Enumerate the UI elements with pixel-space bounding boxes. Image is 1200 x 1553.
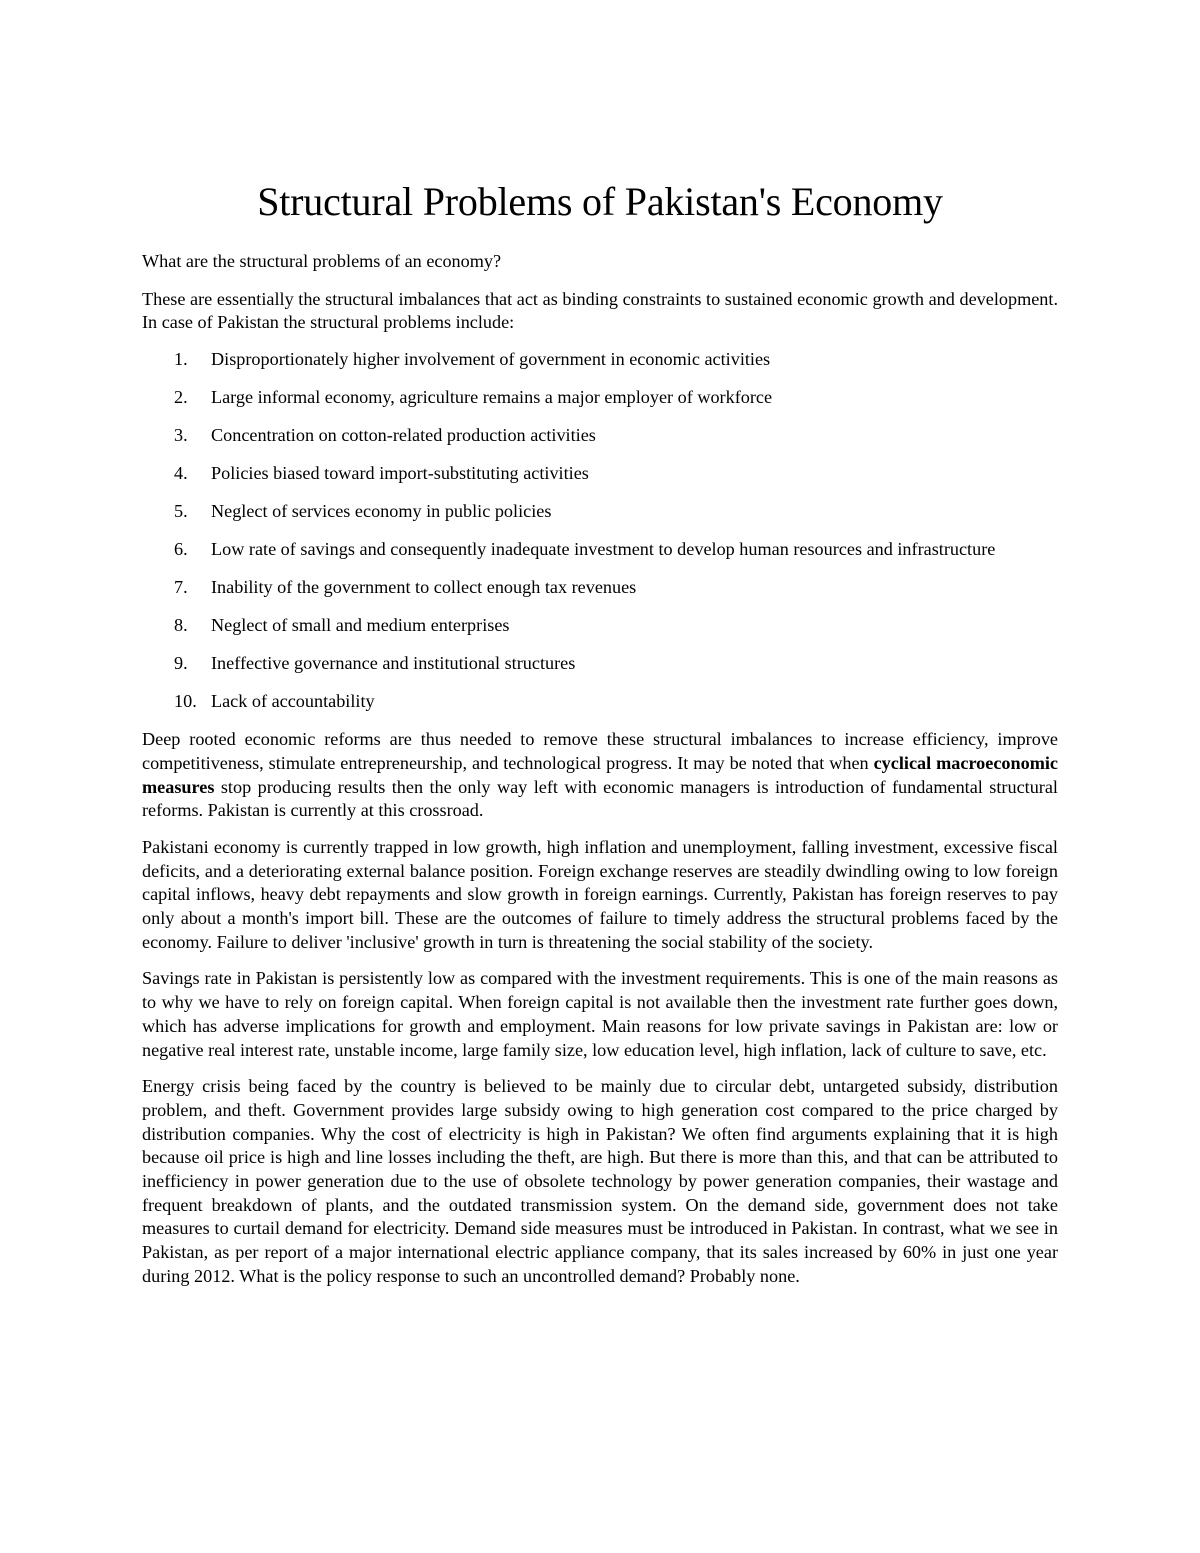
reforms-bold-phrase: cyclical macroeconomic measures (142, 752, 1058, 797)
intro-paragraph: These are essentially the structural imbalances that act as binding constraints to sustained economic growth and development. In case of Pakistan the structural problems include: (142, 288, 1058, 333)
problems-list (142, 348, 1058, 714)
list-item-number: 4. (174, 463, 188, 484)
list-item (174, 424, 1058, 448)
list-item (174, 614, 1058, 638)
list-item-number: 6. (174, 539, 188, 560)
list-item-text: Neglect of small and medium enterprises (211, 615, 510, 636)
reforms-text-before: Deep rooted economic reforms are thus needed to remove these structural imbalances to increase efficiency, improve competitiveness, stimulate entrepreneurship, and technological progress. It may be noted that when (142, 729, 1058, 773)
list-item-number: 7. (174, 577, 188, 598)
list-item-text: Concentration on cotton-related production activities (211, 425, 596, 446)
energy-crisis-paragraph: Energy crisis being faced by the country is believed to be mainly due to circular debt, untargeted subsidy, distribution problem, and theft. Government provides large subsidy owing to high generation cost compared to the price charged by distribution companies. Why the cost of electricity is high in Pakistan? We often find arguments explaining that it is high because oil price is high and line losses including the theft, are high. But there is more than this, and that can be attributed to inefficiency in power generation due to the use of obsolete technology by power generation companies, their wastage and frequent breakdown of plants, and the outdated transmission system. On the demand side, government does not take measures to curtail demand for electricity. Demand side measures must be introduced in Pakistan. In contrast, what we see in Pakistan, as per report of a major international electric appliance company, that its sales increased by 60% in just one year during 2012. What is the policy response to such an uncontrolled demand? Probably none. (142, 1076, 1058, 1286)
economy-trapped-paragraph: Pakistani economy is currently trapped in low growth, high inflation and unemployment, falling investment, excessive fiscal deficits, and a deteriorating external balance position. Foreign exchange reserves are steadily dwindling owing to low foreign capital inflows, heavy debt repayments and slow growth in foreign earnings. Currently, Pakistan has foreign reserves to pay only about a month's import bill. These are the outcomes of failure to timely address the structural problems faced by the economy. Failure to deliver 'inclusive' growth in turn is threatening the social stability of the society. (142, 836, 1058, 952)
reforms-paragraph (142, 728, 1058, 823)
list-item (174, 690, 1058, 714)
list-item-text: Inability of the government to collect enough tax revenues (211, 577, 637, 598)
list-item-text: Disproportionately higher involvement of government in economic activities (211, 349, 771, 370)
list-item-text: Low rate of savings and consequently inadequate investment to develop human resources and infrastructure (211, 539, 996, 560)
document-title: Structural Problems of Pakistan's Economy (257, 179, 943, 224)
list-item (174, 576, 1058, 600)
list-item-number: 1. (174, 349, 188, 370)
list-item (174, 652, 1058, 676)
list-item (174, 538, 1058, 562)
list-item (174, 348, 1058, 372)
list-item-number: 10. (174, 691, 197, 712)
list-item (174, 500, 1058, 524)
list-item-number: 8. (174, 615, 188, 636)
list-item-number: 5. (174, 501, 188, 522)
savings-paragraph: Savings rate in Pakistan is persistently low as compared with the investment requirements. This is one of the main reasons as to why we have to rely on foreign capital. When foreign capital is not available then the investment rate further goes down, which has adverse implications for growth and employment. Main reasons for low private savings in Pakistan are: low or negative real interest rate, unstable income, large family size, low education level, high inflation, lack of culture to save, etc. (142, 968, 1058, 1060)
list-item-number: 3. (174, 425, 188, 446)
reforms-text-after: stop producing results then the only way left with economic managers is introduction of fundamental structural reforms. Pakistan is currently at this crossroad. (142, 776, 1058, 821)
list-item-text: Lack of accountability (211, 691, 375, 712)
list-item-text: Policies biased toward import-substituting activities (211, 463, 589, 484)
list-item-number: 2. (174, 387, 188, 408)
list-item-text: Ineffective governance and institutional structures (211, 653, 576, 674)
document-page (142, 174, 1058, 1302)
list-item-number: 9. (174, 653, 188, 674)
list-item-text: Neglect of services economy in public policies (211, 501, 552, 522)
list-item-text: Large informal economy, agriculture remains a major employer of workforce (211, 387, 773, 408)
question-paragraph: What are the structural problems of an economy? (142, 251, 502, 271)
list-item (174, 386, 1058, 410)
list-item (174, 462, 1058, 486)
